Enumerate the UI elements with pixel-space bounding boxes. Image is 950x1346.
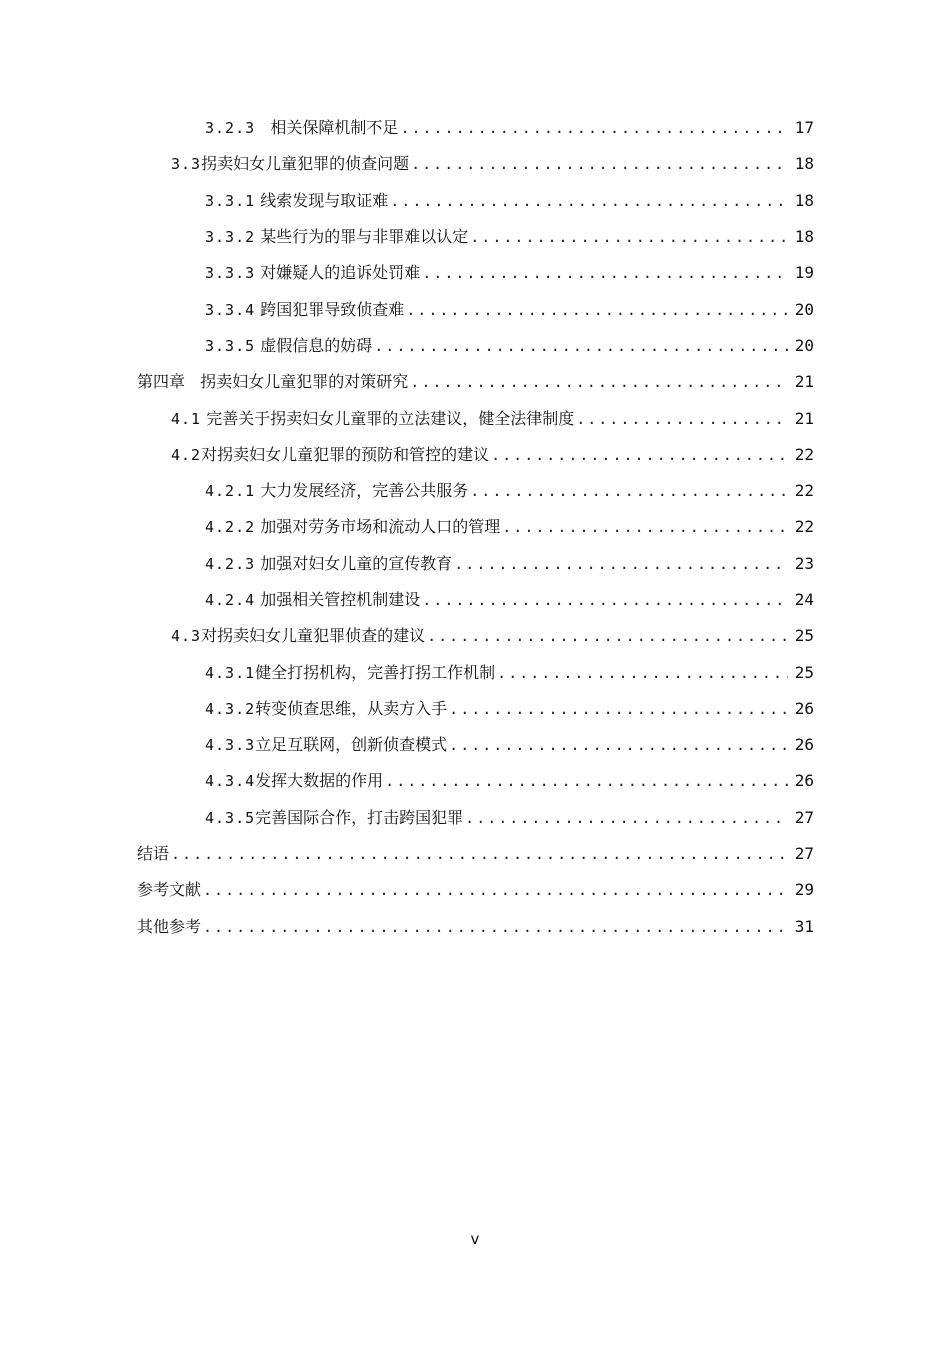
toc-entry-page: 27	[794, 807, 814, 827]
toc-entry-text	[205, 808, 463, 828]
toc-dot-leader	[411, 154, 788, 174]
toc-dot-leader	[410, 372, 788, 392]
toc-entry[interactable]	[0, 437, 950, 473]
toc-entry-text	[205, 191, 388, 211]
toc-entry-text	[205, 336, 372, 356]
toc-entry-page: 22	[794, 444, 814, 464]
toc-entry-title: 加强对劳务市场和流动人口的管理	[260, 517, 501, 537]
toc-entry-text	[205, 300, 404, 320]
toc-entry-title: 健全打拐机构，完善打拐工作机制	[255, 662, 496, 682]
toc-entry[interactable]	[0, 183, 950, 219]
toc-entry-number: 3.3.4	[205, 300, 256, 319]
toc-entry[interactable]	[0, 654, 950, 690]
toc-entry-title: 拐卖妇女儿童犯罪的侦查问题	[201, 154, 410, 174]
toc-entry-page: 25	[794, 662, 814, 682]
toc-entry[interactable]	[0, 909, 950, 945]
toc-entry-title: 加强相关管控机制建设	[260, 590, 421, 609]
toc-entry-title: 线索发现与取证难	[260, 190, 389, 210]
toc-entry[interactable]	[0, 836, 950, 872]
toc-entry-page: 18	[794, 190, 814, 210]
toc-entry[interactable]	[0, 328, 950, 364]
toc-entry-number: 4.3.5	[205, 808, 256, 827]
toc-entry-page: 23	[794, 553, 814, 573]
toc-entry-number: 3.2.3	[205, 119, 256, 138]
toc-entry[interactable]	[0, 110, 950, 146]
toc-dot-leader	[203, 880, 788, 900]
toc-dot-leader	[427, 626, 788, 646]
toc-entry-page: 31	[794, 916, 814, 936]
toc-entry-title: 参考文献	[137, 880, 202, 900]
toc-entry-title: 对拐卖妇女儿童犯罪侦查的建议	[201, 626, 426, 646]
toc-entry-number: 4.2.4	[205, 591, 256, 609]
toc-entry-title: 结语	[137, 844, 170, 864]
toc-entry-number: 3.3.2	[205, 228, 256, 247]
toc-entry-page: 22	[794, 481, 814, 501]
toc-entry[interactable]	[0, 400, 950, 436]
toc-dot-leader	[497, 663, 788, 683]
toc-entry-text	[205, 481, 468, 501]
toc-entry-text	[205, 263, 420, 283]
table-of-contents	[0, 110, 950, 945]
toc-entry-text	[171, 154, 409, 174]
page-number: v	[470, 1230, 480, 1248]
toc-entry-title: 大力发展经济，完善公共服务	[260, 481, 469, 501]
toc-dot-leader	[171, 844, 788, 864]
toc-entry-text	[205, 771, 383, 791]
toc-entry[interactable]	[0, 727, 950, 763]
toc-entry-number: 3.3	[171, 155, 202, 174]
toc-entry-title: 对拐卖妇女儿童犯罪的预防和管控的建议	[201, 444, 490, 464]
toc-entry-page: 26	[794, 698, 814, 718]
toc-entry-page: 26	[794, 771, 814, 791]
toc-entry-number: 4.3.1	[205, 663, 256, 682]
toc-entry-title: 完善关于拐卖妇女儿童罪的立法建议，健全法律制度	[206, 408, 575, 428]
toc-entry-page: 17	[794, 118, 814, 138]
toc-entry-title: 发挥大数据的作用	[255, 771, 384, 791]
toc-entry[interactable]	[0, 219, 950, 255]
toc-entry-title: 转变侦查思维，从卖方入手	[255, 698, 448, 718]
toc-entry-page: 22	[794, 517, 814, 537]
toc-entry-page: 21	[794, 408, 814, 428]
toc-entry-title: 立足互联网，创新侦查模式	[255, 735, 448, 755]
toc-dot-leader	[422, 263, 788, 283]
toc-entry[interactable]	[0, 872, 950, 908]
toc-entry-number: 4.1	[171, 409, 202, 428]
toc-entry-text	[137, 844, 169, 864]
toc-entry-page: 24	[794, 590, 814, 609]
toc-entry[interactable]	[0, 291, 950, 327]
toc-entry-number: 4.3.3	[205, 736, 256, 755]
toc-entry-number: 4.2.2	[205, 518, 256, 537]
toc-entry-number: 3.3.3	[205, 264, 256, 283]
toc-entry-text	[205, 663, 495, 683]
toc-entry-text	[205, 590, 420, 610]
toc-dot-leader	[502, 517, 788, 537]
toc-entry-page: 29	[794, 880, 814, 900]
toc-dot-leader	[385, 771, 788, 791]
toc-entry[interactable]	[0, 364, 950, 400]
toc-entry[interactable]	[0, 473, 950, 509]
toc-entry-text	[137, 880, 201, 900]
toc-dot-leader	[400, 118, 788, 138]
toc-entry-page: 21	[794, 372, 814, 392]
toc-entry-page: 18	[794, 154, 814, 174]
toc-entry-text	[205, 554, 452, 574]
toc-entry[interactable]	[0, 546, 950, 582]
toc-entry-title: 拐卖妇女儿童犯罪的对策研究	[200, 372, 409, 392]
toc-entry[interactable]	[0, 582, 950, 618]
toc-entry-number: 4.3	[171, 627, 202, 646]
toc-entry-title: 相关保障机制不足	[270, 118, 399, 138]
toc-entry-text	[205, 227, 468, 247]
toc-entry-title: 对嫌疑人的追诉处罚难	[260, 263, 421, 283]
toc-dot-leader	[203, 917, 788, 937]
toc-dot-leader	[374, 336, 788, 356]
toc-entry-number: 4.3.2	[205, 699, 256, 718]
toc-entry-page: 20	[794, 335, 814, 355]
toc-entry[interactable]	[0, 763, 950, 799]
toc-entry[interactable]	[0, 509, 950, 545]
toc-entry-title: 加强对妇女儿童的宣传教育	[260, 553, 453, 573]
toc-entry-page: 19	[794, 263, 814, 283]
toc-dot-leader	[491, 445, 788, 465]
toc-entry-title: 某些行为的罪与非罪难以认定	[260, 227, 469, 247]
toc-entry[interactable]	[0, 691, 950, 727]
toc-entry-page: 20	[794, 299, 814, 319]
toc-entry-page: 26	[794, 735, 814, 755]
toc-entry-text	[205, 517, 500, 537]
toc-entry-title: 虚假信息的妨碍	[260, 335, 373, 355]
toc-entry-text	[171, 626, 425, 646]
toc-entry-number: 4.3.4	[205, 772, 256, 791]
toc-dot-leader	[422, 590, 788, 610]
toc-entry-number: 第四章	[137, 372, 186, 392]
toc-entry[interactable]	[0, 255, 950, 291]
toc-dot-leader	[576, 409, 788, 429]
toc-dot-leader	[465, 808, 788, 828]
toc-dot-leader	[406, 300, 788, 320]
toc-entry-title: 跨国犯罪导致侦查难	[260, 299, 405, 319]
toc-entry[interactable]	[0, 618, 950, 654]
toc-entry-text	[205, 699, 447, 719]
toc-entry-text	[137, 372, 408, 392]
toc-entry-number: 3.3.1	[205, 191, 256, 210]
toc-entry-text	[137, 917, 201, 937]
toc-entry-number: 4.2	[171, 445, 202, 464]
toc-dot-leader	[449, 699, 788, 719]
toc-entry[interactable]	[0, 146, 950, 182]
toc-entry[interactable]	[0, 800, 950, 836]
toc-entry-text	[205, 735, 447, 755]
toc-dot-leader	[390, 191, 788, 211]
toc-entry-text	[171, 409, 574, 429]
toc-entry-number: 4.2.1	[205, 482, 256, 501]
toc-entry-page: 27	[794, 844, 814, 864]
toc-dot-leader	[449, 735, 788, 755]
toc-entry-page: 25	[794, 626, 814, 646]
toc-dot-leader	[470, 227, 788, 247]
toc-entry-title: 其他参考	[137, 916, 202, 936]
toc-entry-number: 4.2.3	[205, 554, 256, 573]
toc-entry-page: 18	[794, 227, 814, 247]
toc-dot-leader	[470, 481, 788, 501]
toc-dot-leader	[454, 554, 788, 574]
toc-entry-number: 3.3.5	[205, 336, 256, 355]
toc-entry-text	[171, 445, 489, 465]
toc-entry-title: 完善国际合作，打击跨国犯罪	[255, 807, 464, 827]
toc-entry-text	[205, 118, 398, 138]
